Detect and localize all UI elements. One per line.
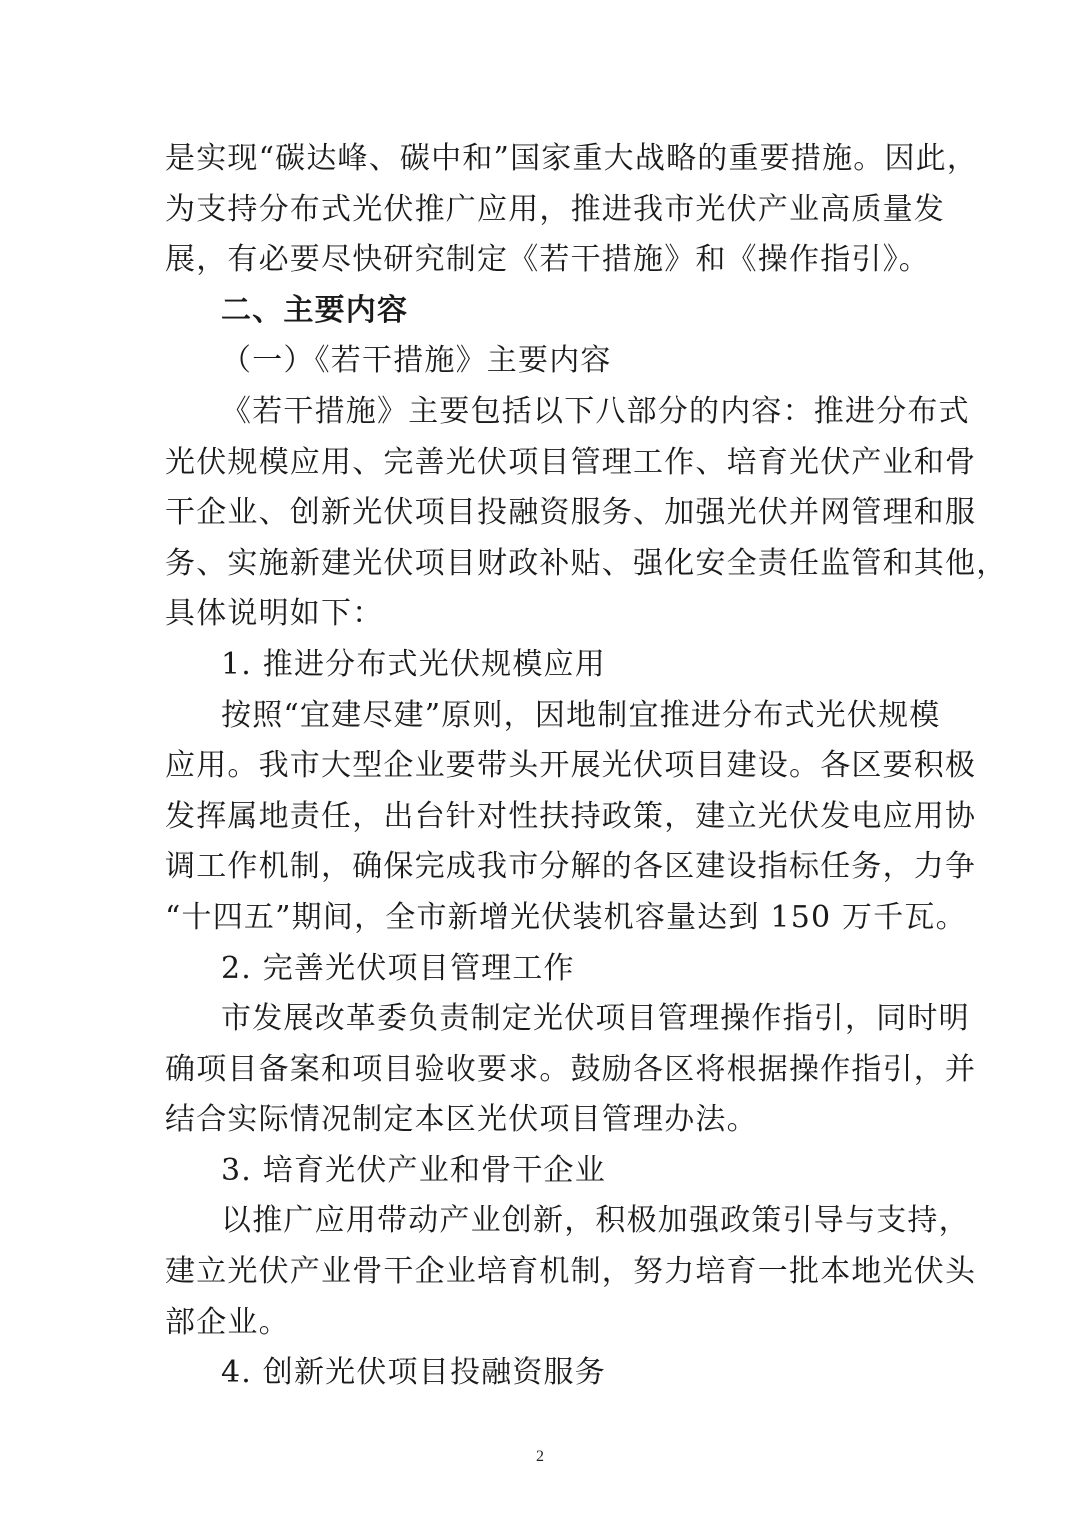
paragraph-line: 确项目备案和项目验收要求。鼓励各区将根据操作指引，并 <box>165 1051 977 1087</box>
paragraph-line: 具体说明如下： <box>165 596 384 632</box>
paragraph-line: 部企业。 <box>165 1304 290 1340</box>
paragraph-line: 市发展改革委负责制定光伏项目管理操作指引，同时明 <box>221 1001 970 1037</box>
paragraph-line: 干企业、创新光伏项目投融资服务、加强光伏并网管理和服 <box>165 495 977 531</box>
paragraph-line: 《若干措施》主要包括以下八部分的内容：推进分布式 <box>221 393 970 429</box>
paragraph-line: “十四五”期间，全市新增光伏装机容量达到 150 万千瓦。 <box>165 899 967 935</box>
paragraph-line: 调工作机制，确保完成我市分解的各区建设指标任务，力争 <box>165 849 977 885</box>
item-heading: 3. 培育光伏产业和骨干企业 <box>221 1152 606 1188</box>
paragraph-line: 以推广应用带动产业创新，积极加强政策引导与支持， <box>221 1203 970 1239</box>
page-number: 2 <box>536 1448 544 1465</box>
paragraph-line: 应用。我市大型企业要带头开展光伏项目建设。各区要积极 <box>165 748 977 784</box>
paragraph-line: 展，有必要尽快研究制定《若干措施》和《操作指引》。 <box>165 242 930 278</box>
paragraph-line: 结合实际情况制定本区光伏项目管理办法。 <box>165 1102 758 1138</box>
item-heading: 4. 创新光伏项目投融资服务 <box>221 1355 606 1391</box>
paragraph-line: 务、实施新建光伏项目财政补贴、强化安全责任监管和其他， <box>165 545 1008 581</box>
item-heading: 1. 推进分布式光伏规模应用 <box>221 646 606 682</box>
document-body <box>165 134 1008 1399</box>
paragraph-line: 光伏规模应用、完善光伏项目管理工作、培育光伏产业和骨 <box>165 444 977 480</box>
section-heading: 二、主要内容 <box>221 292 409 328</box>
paragraph-line: 按照“宜建尽建”原则，因地制宜推进分布式光伏规模 <box>221 697 941 733</box>
subsection-heading: （一）《若干措施》主要内容 <box>221 343 612 379</box>
paragraph-line: 建立光伏产业骨干企业培育机制，努力培育一批本地光伏头 <box>165 1254 977 1290</box>
paragraph-line: 是实现“碳达峰、碳中和”国家重大战略的重要措施。因此， <box>165 141 979 176</box>
paragraph-line: 发挥属地责任，出台针对性扶持政策，建立光伏发电应用协 <box>165 798 977 834</box>
item-heading: 2. 完善光伏项目管理工作 <box>221 950 575 986</box>
paragraph-line: 为支持分布式光伏推广应用，推进我市光伏产业高质量发 <box>165 191 945 227</box>
